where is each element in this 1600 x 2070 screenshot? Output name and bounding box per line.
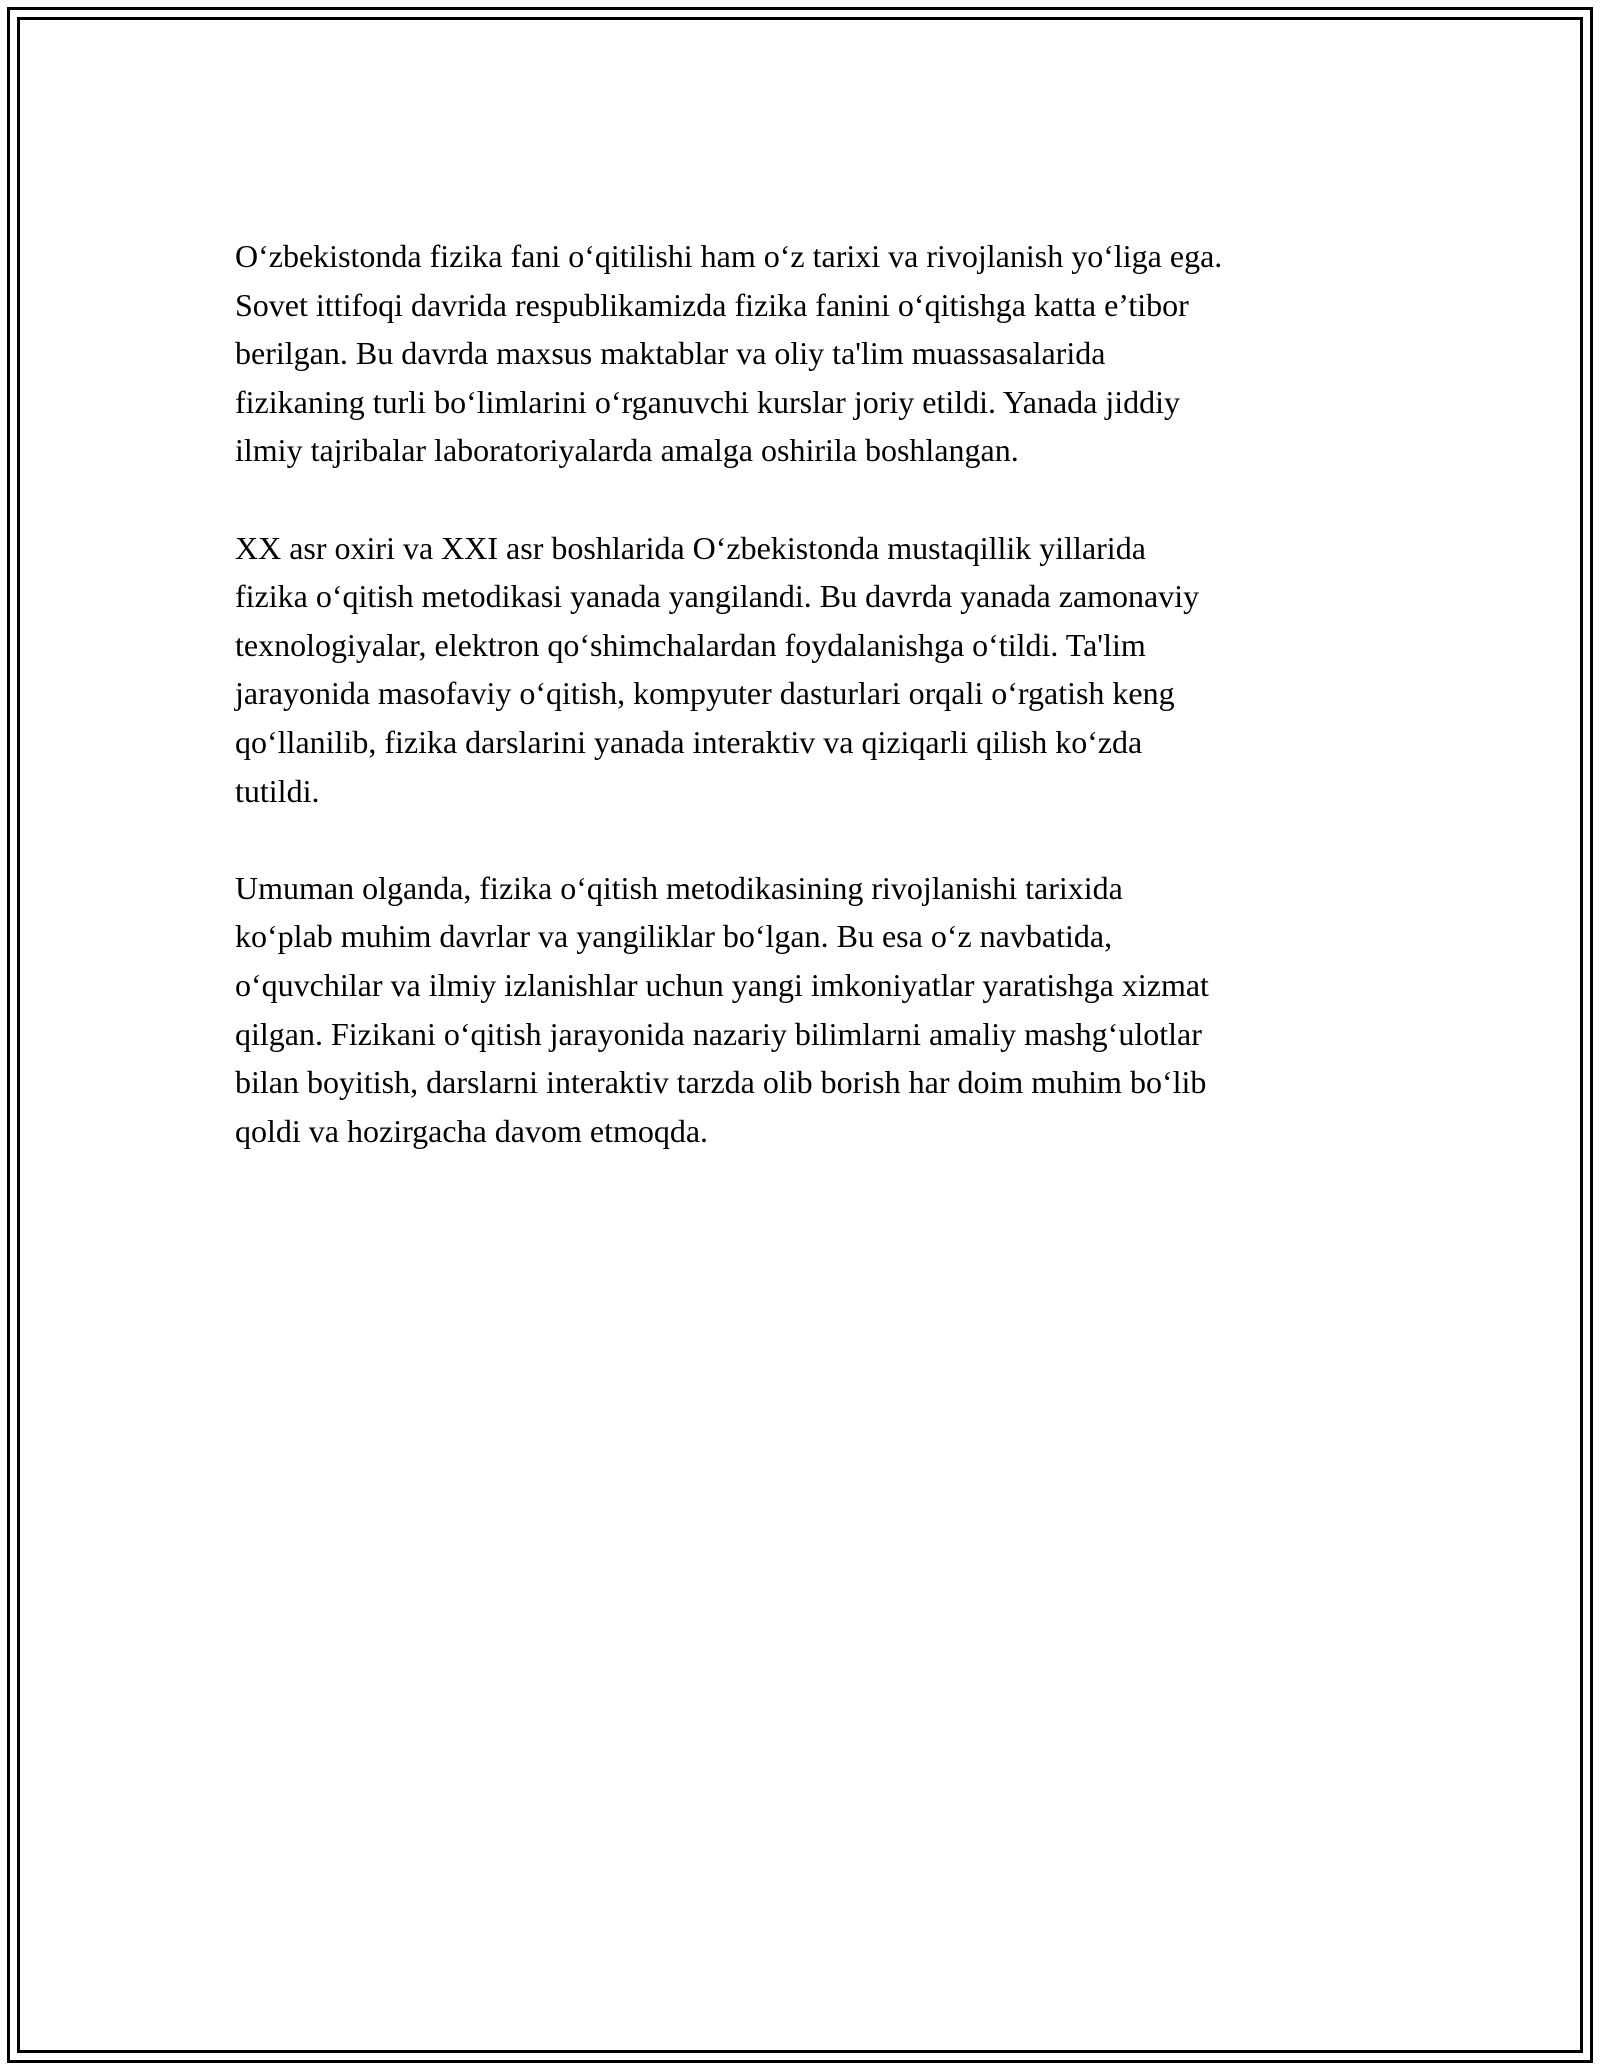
- paragraph-history-soviet: O‘zbekistonda fizika fani o‘qitilishi ham o‘z tarixi va rivojlanish yo‘liga ega. Sovet ittifoqi davrida respublikamizda fizika fanini o‘qitishga katta e’tibor berilgan. Bu davrda maxsus maktablar va oliy ta'lim muassasalarida fizikaning turli bo‘limlarini o‘rganuvchi kurslar joriy etildi. Yanada jiddiy ilmiy tajribalar laboratoriyalarda amalga oshirila boshlangan.: [235, 238, 1223, 469]
- document-body: [235, 232, 1395, 1155]
- paragraph-conclusion: Umuman olganda, fizika o‘qitish metodikasining rivojlanishi tarixida ko‘plab muhim davrlar va yangiliklar bo‘lgan. Bu esa o‘z navbatida, o‘quvchilar va ilmiy izlanishlar uchun yangi imkoniyatlar yaratishga xizmat qilgan. Fizikani o‘qitish jarayonida nazariy bilimlarni amaliy mashg‘ulotlar bilan boyitish, darslarni interaktiv tarzda olib borish har doim muhim bo‘lib qoldi va hozirgacha davom etmoqda.: [235, 869, 1209, 1149]
- paragraph-independence-era: XX asr oxiri va XXI asr boshlarida O‘zbekistonda mustaqillik yillarida fizika o‘qitish metodikasi yanada yangilandi. Bu davrda yanada zamonaviy texnologiyalar, elektron qo‘shimchalardan foydalanishga o‘tildi. Ta'lim jarayonida masofaviy o‘qitish, kompyuter dasturlari orqali o‘rgatish keng qo‘llanilib, fizika darslarini yanada interaktiv va qiziqarli qilish ko‘zda tutildi.: [235, 529, 1200, 809]
